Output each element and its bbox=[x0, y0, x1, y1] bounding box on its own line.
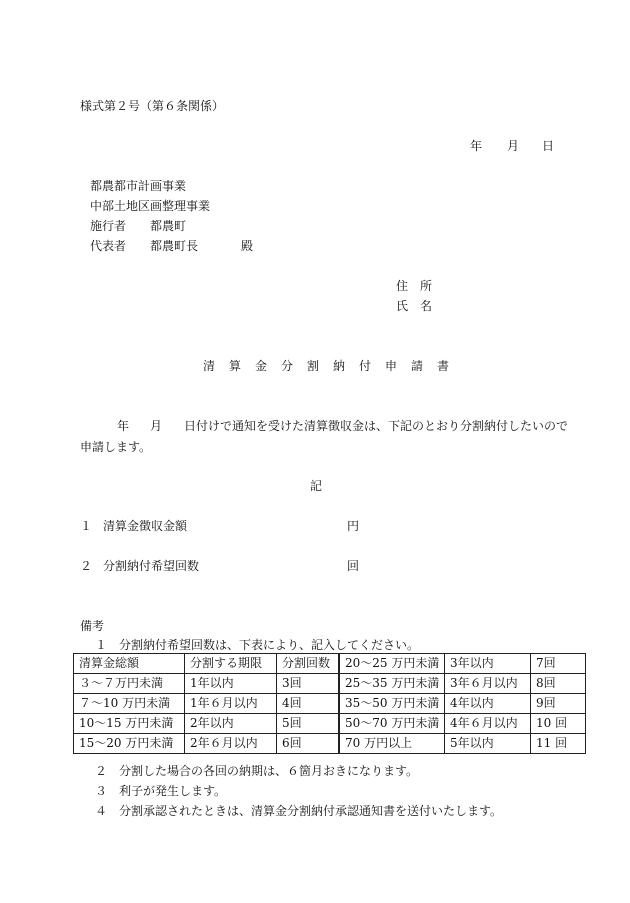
date-month-label: 月 bbox=[507, 139, 520, 153]
item1-unit: 円 bbox=[347, 519, 360, 533]
table-cell: 3年６月以内 bbox=[445, 674, 531, 694]
table-row bbox=[74, 714, 586, 734]
table-cell: 7回 bbox=[531, 654, 586, 674]
table-row bbox=[74, 694, 586, 714]
table-cell: 15～20 万円未満 bbox=[74, 734, 185, 754]
installment-table bbox=[73, 653, 586, 754]
remark-3: ３ 利子が発生します。 bbox=[95, 784, 227, 798]
name-label: 氏 名 bbox=[396, 299, 433, 313]
table-cell: 3回 bbox=[277, 674, 340, 694]
representative-label: 代表者 bbox=[90, 239, 127, 253]
address-label: 住 所 bbox=[396, 279, 433, 293]
table-cell: 20～25 万円未満 bbox=[339, 654, 445, 674]
table-cell: 4年以内 bbox=[445, 694, 531, 714]
addressee-line2: 中部土地区画整理事業 bbox=[90, 199, 211, 213]
body-text-line2: 申請します。 bbox=[80, 440, 152, 454]
form-number: 様式第２号（第６条関係） bbox=[80, 99, 225, 113]
date-day-label: 日 bbox=[542, 139, 555, 153]
item2-number: ２ bbox=[80, 559, 93, 573]
table-row bbox=[74, 654, 586, 674]
table-cell: 5年以内 bbox=[445, 734, 531, 754]
table-cell: 8回 bbox=[531, 674, 586, 694]
executor-label: 施行者 bbox=[90, 219, 127, 233]
item2-unit: 回 bbox=[347, 559, 360, 573]
table-cell: 10～15 万円未満 bbox=[74, 714, 185, 734]
remark-2: ２ 分割した場合の各回の納期は、６箇月おきになります。 bbox=[95, 764, 419, 778]
table-cell: 4回 bbox=[277, 694, 340, 714]
table-cell: 4年６月以内 bbox=[445, 714, 531, 734]
representative-value: 都農町長 bbox=[150, 239, 199, 253]
table-cell: ７～10 万円未満 bbox=[74, 694, 185, 714]
item1-label: 清算金徴収金額 bbox=[103, 519, 188, 533]
table-cell: 分割する期限 bbox=[185, 654, 277, 674]
table-cell: 2年以内 bbox=[185, 714, 277, 734]
table-cell: 6回 bbox=[277, 734, 340, 754]
remark-4: ４ 分割承認されたときは、清算金分割納付承認通知書を送付いたします。 bbox=[95, 804, 503, 818]
ki-heading: 記 bbox=[310, 479, 323, 493]
table-cell: 5回 bbox=[277, 714, 340, 734]
remarks-heading: 備考 bbox=[80, 619, 105, 633]
document-title: 清算金分割納付申請書 bbox=[203, 359, 464, 373]
table-cell: 35～50 万円未満 bbox=[339, 694, 445, 714]
table-cell: ３～７万円未満 bbox=[74, 674, 185, 694]
table-cell: 1年６月以内 bbox=[185, 694, 277, 714]
remark-1: １ 分割納付希望回数は、下表により、記入してください。 bbox=[95, 638, 420, 652]
table-row bbox=[74, 734, 586, 754]
table-cell: 70 万円以上 bbox=[339, 734, 445, 754]
item1-number: １ bbox=[80, 519, 93, 533]
addressee-line1: 都農都市計画事業 bbox=[90, 179, 187, 193]
date-year-label: 年 bbox=[470, 139, 483, 153]
table-cell: 9回 bbox=[531, 694, 586, 714]
table-cell: 3年以内 bbox=[445, 654, 531, 674]
table-cell: 11 回 bbox=[531, 734, 586, 754]
executor-value: 都農町 bbox=[150, 219, 187, 233]
item2-label: 分割納付希望回数 bbox=[103, 559, 200, 573]
table-row bbox=[74, 674, 586, 694]
table-cell: 25～35 万円未満 bbox=[339, 674, 445, 694]
body-month-label: 月 bbox=[150, 419, 163, 433]
table-cell: 50～70 万円未満 bbox=[339, 714, 445, 734]
table-cell: 10 回 bbox=[531, 714, 586, 734]
table-cell: 分割回数 bbox=[277, 654, 340, 674]
table-cell: 2年６月以内 bbox=[185, 734, 277, 754]
table-cell: 清算金総額 bbox=[74, 654, 185, 674]
body-text-line1: 日付けで通知を受けた清算徴収金は、下記のとおり分割納付したいので bbox=[184, 419, 569, 433]
body-year-label: 年 bbox=[117, 419, 130, 433]
table-cell: 1年以内 bbox=[185, 674, 277, 694]
honorific: 殿 bbox=[241, 239, 254, 253]
